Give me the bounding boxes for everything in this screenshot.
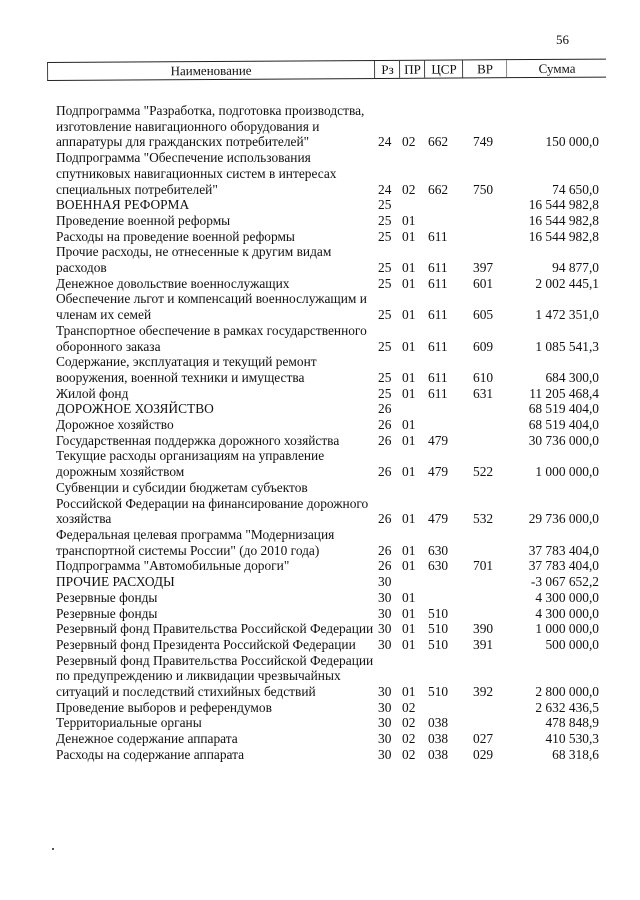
row-codes: [378, 339, 606, 355]
row-name: Резервный фонд Правительства Российской Федерации по предупреждению и ликвидации чрезвычайных ситуаций и последствий стихийных бедствий: [56, 652, 374, 700]
cell-rz: 30: [378, 621, 392, 637]
cell-pr: 01: [402, 212, 416, 228]
cell-vr: 391: [473, 636, 494, 652]
cell-sum: 1 472 351,0: [535, 307, 599, 323]
cell-rz: 30: [378, 715, 392, 731]
row-codes: [378, 621, 606, 637]
cell-rz: 26: [378, 511, 392, 527]
table-row: [56, 354, 606, 385]
row-name: Резервные фонды: [56, 605, 158, 621]
table-row: [56, 276, 606, 292]
cell-pr: 01: [402, 605, 416, 621]
cell-sum: 16 544 982,8: [528, 212, 599, 228]
row-name: Резервные фонды: [56, 589, 158, 605]
cell-csr: 510: [428, 621, 449, 637]
cell-csr: 630: [428, 558, 449, 574]
page-number: 56: [556, 32, 569, 47]
table-row: [56, 401, 606, 417]
row-codes: [378, 213, 606, 229]
row-codes: [378, 276, 606, 292]
table-row: [56, 558, 606, 574]
row-codes: [378, 197, 606, 213]
row-codes: [378, 386, 606, 402]
cell-pr: 01: [402, 228, 416, 244]
cell-csr: 479: [428, 464, 449, 480]
cell-csr: 662: [428, 134, 449, 150]
cell-pr: 01: [402, 369, 416, 385]
cell-pr: 01: [402, 385, 416, 401]
row-codes: [378, 590, 606, 606]
row-codes: [378, 260, 606, 276]
cell-csr: 611: [428, 338, 448, 354]
table-body: [56, 103, 606, 763]
cell-csr: 510: [428, 605, 449, 621]
cell-rz: 30: [378, 699, 392, 715]
cell-csr: 038: [428, 746, 449, 762]
scan-speck: [52, 848, 54, 850]
cell-vr: 027: [473, 731, 494, 747]
table-row: [56, 527, 606, 558]
cell-pr: 01: [402, 542, 416, 558]
cell-vr: 029: [473, 746, 494, 762]
row-codes: [378, 417, 606, 433]
cell-sum: 150 000,0: [545, 134, 599, 150]
row-codes: [378, 606, 606, 622]
cell-pr: 01: [402, 260, 416, 276]
cell-rz: 25: [378, 338, 392, 354]
cell-sum: 74 650,0: [552, 181, 599, 197]
cell-pr: 02: [402, 715, 416, 731]
cell-rz: 26: [378, 464, 392, 480]
cell-csr: 479: [428, 432, 449, 448]
cell-sum: 37 783 404,0: [528, 542, 599, 558]
row-codes: [378, 401, 606, 417]
table-row: [56, 731, 606, 747]
cell-sum: 29 736 000,0: [528, 511, 599, 527]
cell-sum: 94 877,0: [552, 260, 599, 276]
row-name: Субвенции и субсидии бюджетам субъектов Российской Федерации на финансирование дорожного хозяйства: [56, 479, 369, 527]
table-row: [56, 417, 606, 433]
cell-sum: 1 085 541,3: [535, 338, 599, 354]
row-name: ДОРОЖНОЕ ХОЗЯЙСТВО: [56, 401, 214, 417]
header-name: Наименование: [170, 62, 252, 79]
cell-pr: 01: [402, 464, 416, 480]
cell-sum: 68 519 404,0: [528, 417, 599, 433]
cell-vr: 392: [473, 684, 494, 700]
table-row: [56, 197, 606, 213]
cell-csr: 510: [428, 684, 449, 700]
cell-rz: 24: [378, 134, 392, 150]
row-name: Дорожное хозяйство: [56, 417, 174, 433]
cell-csr: 510: [428, 636, 449, 652]
table-row: [56, 637, 606, 653]
table-row: [56, 480, 606, 527]
table-row: [56, 590, 606, 606]
cell-rz: 26: [378, 558, 392, 574]
row-name: Содержание, эксплуатация и текущий ремонт вооружения, военной техники и имущества: [56, 354, 317, 385]
cell-csr: 611: [428, 307, 448, 323]
cell-csr: 479: [428, 511, 449, 527]
header-rz: Рз: [374, 61, 400, 78]
cell-pr: 01: [402, 417, 416, 433]
cell-csr: 611: [428, 260, 448, 276]
row-codes: [378, 731, 606, 747]
cell-csr: 611: [428, 275, 448, 291]
table-row: [56, 213, 606, 229]
cell-vr: 609: [473, 338, 494, 354]
cell-rz: 30: [378, 589, 392, 605]
cell-rz: 30: [378, 636, 392, 652]
row-name: Расходы на содержание аппарата: [56, 746, 245, 762]
table-row: [56, 150, 606, 197]
cell-rz: 30: [378, 684, 392, 700]
cell-pr: 01: [402, 558, 416, 574]
row-name: ВОЕННАЯ РЕФОРМА: [56, 197, 190, 213]
cell-csr: 662: [428, 181, 449, 197]
table-row: [56, 244, 606, 275]
table-row: [56, 386, 606, 402]
cell-vr: 749: [473, 134, 494, 150]
cell-pr: 02: [402, 181, 416, 197]
row-name: Подпрограмма "Автомобильные дороги": [56, 558, 290, 574]
row-codes: [378, 229, 606, 245]
cell-sum: 1 000 000,0: [535, 621, 599, 637]
cell-rz: 26: [378, 542, 392, 558]
cell-vr: 631: [473, 385, 494, 401]
cell-rz: 25: [378, 260, 392, 276]
row-name: Расходы на проведение военной реформы: [56, 228, 295, 244]
cell-vr: 532: [473, 511, 494, 527]
header-csr: ЦСР: [424, 60, 463, 77]
cell-rz: 26: [378, 417, 392, 433]
cell-sum: 37 783 404,0: [528, 558, 599, 574]
cell-pr: 01: [402, 338, 416, 354]
table-row: [56, 433, 606, 449]
row-codes: [378, 307, 606, 323]
table-row: [56, 715, 606, 731]
cell-rz: 25: [378, 212, 392, 228]
row-codes: [378, 134, 606, 150]
cell-sum: 2 002 445,1: [535, 275, 599, 291]
cell-rz: 25: [378, 275, 392, 291]
row-codes: [378, 433, 606, 449]
cell-pr: 02: [402, 699, 416, 715]
cell-vr: 522: [473, 464, 494, 480]
cell-vr: 390: [473, 621, 494, 637]
cell-csr: 611: [428, 228, 448, 244]
row-codes: [378, 747, 606, 763]
cell-sum: 68 519 404,0: [528, 401, 599, 417]
cell-sum: 11 205 468,4: [529, 385, 599, 401]
table-row: [56, 291, 606, 322]
cell-sum: 30 736 000,0: [528, 432, 599, 448]
cell-rz: 25: [378, 197, 392, 213]
row-codes: [378, 182, 606, 198]
row-name: Государственная поддержка дорожного хозяйства: [56, 432, 340, 448]
cell-vr: 605: [473, 307, 494, 323]
cell-vr: 750: [473, 181, 494, 197]
row-name: Подпрограмма "Разработка, подготовка производства, изготовление навигационного оборудования и аппаратуры для гражданских потребителей": [56, 103, 365, 150]
cell-sum: -3 067 652,2: [530, 574, 599, 590]
cell-sum: 478 848,9: [545, 715, 599, 731]
header-vr: ВР: [462, 60, 507, 77]
cell-rz: 30: [378, 746, 392, 762]
row-codes: [378, 464, 606, 480]
cell-vr: 701: [473, 558, 494, 574]
header-sum: Сумма: [506, 60, 607, 78]
row-name: Прочие расходы, не отнесенные к другим видам расходов: [56, 244, 332, 276]
cell-csr: 630: [428, 542, 449, 558]
row-codes: [378, 637, 606, 653]
row-name: Федеральная целевая программа "Модернизация транспортной системы России" (до 2010 года): [56, 526, 335, 558]
cell-rz: 30: [378, 605, 392, 621]
cell-rz: 25: [378, 228, 392, 244]
table-row: [56, 606, 606, 622]
row-codes: [378, 715, 606, 731]
row-name: Текущие расходы организациям на управление дорожным хозяйством: [56, 448, 325, 480]
cell-sum: 16 544 982,8: [528, 197, 599, 213]
row-name: Резервный фонд Президента Российской Федерации: [56, 636, 356, 652]
cell-sum: 2 800 000,0: [535, 684, 599, 700]
cell-rz: 25: [378, 369, 392, 385]
table-row: [56, 229, 606, 245]
cell-rz: 30: [378, 574, 392, 590]
row-name: Проведение военной реформы: [56, 212, 231, 228]
cell-sum: 410 530,3: [545, 731, 599, 747]
cell-vr: 397: [473, 260, 494, 276]
table-row: [56, 103, 606, 150]
cell-rz: 26: [378, 432, 392, 448]
row-codes: [378, 700, 606, 716]
cell-sum: 500 000,0: [545, 636, 599, 652]
cell-pr: 01: [402, 511, 416, 527]
row-codes: [378, 574, 606, 590]
cell-pr: 01: [402, 621, 416, 637]
cell-pr: 01: [402, 684, 416, 700]
row-codes: [378, 511, 606, 527]
cell-sum: 4 300 000,0: [535, 589, 599, 605]
table-header: [47, 59, 606, 81]
row-name: Обеспечение льгот и компенсаций военнослужащим и членам их семей: [56, 291, 367, 323]
cell-pr: 02: [402, 746, 416, 762]
cell-sum: 4 300 000,0: [535, 605, 599, 621]
cell-rz: 26: [378, 401, 392, 417]
header-pr: ПР: [399, 61, 425, 78]
row-codes: [378, 684, 606, 700]
table-row: [56, 621, 606, 637]
cell-sum: 1 000 000,0: [535, 464, 599, 480]
cell-sum: 2 632 436,5: [535, 699, 599, 715]
cell-rz: 25: [378, 385, 392, 401]
cell-sum: 16 544 982,8: [528, 228, 599, 244]
row-name: Резервный фонд Правительства Российской Федерации: [56, 621, 374, 637]
cell-pr: 01: [402, 432, 416, 448]
cell-csr: 038: [428, 731, 449, 747]
cell-pr: 01: [402, 589, 416, 605]
cell-csr: 038: [428, 715, 449, 731]
row-codes: [378, 543, 606, 559]
row-name: Подпрограмма "Обеспечение использования спутниковых навигационных систем в интересах специальных потребителей": [56, 150, 337, 197]
cell-sum: 684 300,0: [545, 369, 599, 385]
cell-pr: 01: [402, 307, 416, 323]
row-name: Жилой фонд: [56, 385, 129, 401]
row-name: Транспортное обеспечение в рамках государственного оборонного заказа: [56, 322, 367, 354]
row-codes: [378, 558, 606, 574]
row-name: Проведение выборов и референдумов: [56, 699, 272, 715]
table-row: [56, 323, 606, 354]
row-name: ПРОЧИЕ РАСХОДЫ: [56, 574, 175, 590]
table-row: [56, 747, 606, 763]
cell-pr: 01: [402, 275, 416, 291]
table-row: [56, 574, 606, 590]
cell-pr: 01: [402, 636, 416, 652]
row-name: Территориальные органы: [56, 715, 202, 731]
cell-rz: 25: [378, 307, 392, 323]
cell-rz: 24: [378, 181, 392, 197]
cell-pr: 02: [402, 731, 416, 747]
row-name: Денежное содержание аппарата: [56, 731, 238, 747]
cell-vr: 610: [473, 369, 494, 385]
table-row: [56, 448, 606, 479]
row-codes: [378, 370, 606, 386]
table-row: [56, 700, 606, 716]
cell-vr: 601: [473, 275, 494, 291]
cell-rz: 30: [378, 731, 392, 747]
table-row: [56, 653, 606, 700]
cell-csr: 611: [428, 385, 448, 401]
row-name: Денежное довольствие военнослужащих: [56, 275, 290, 291]
cell-csr: 611: [428, 369, 448, 385]
cell-pr: 02: [402, 134, 416, 150]
cell-sum: 68 318,6: [552, 746, 599, 762]
